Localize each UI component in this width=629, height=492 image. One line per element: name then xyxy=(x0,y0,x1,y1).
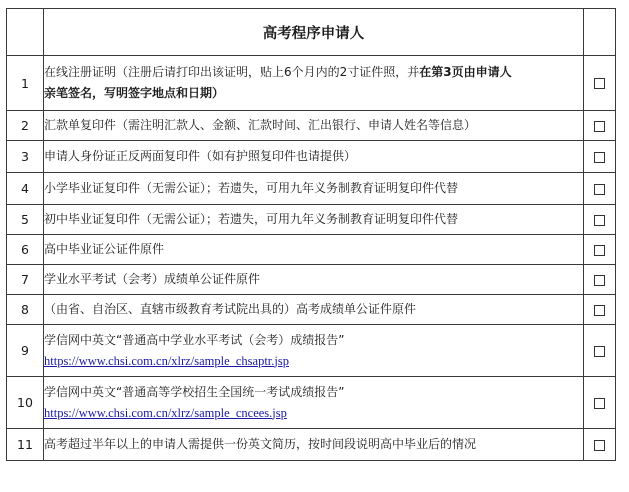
row-number: 2 xyxy=(7,111,44,141)
row-number: 11 xyxy=(7,429,44,461)
checkbox[interactable] xyxy=(594,121,605,132)
row-text-bold-line: 亲笔签名，写明签字地点和日期） xyxy=(44,86,225,100)
row-checkbox-cell xyxy=(584,265,616,295)
row-number: 4 xyxy=(7,173,44,205)
table-row xyxy=(7,56,616,111)
header-check-cell xyxy=(584,9,616,56)
row-text: 在线注册证明（注册后请打印出该证明，贴上6个月内的2寸证件照，并 xyxy=(44,65,420,79)
application-checklist-table xyxy=(6,8,616,461)
checkbox[interactable] xyxy=(594,346,605,357)
row-number: 8 xyxy=(7,295,44,325)
checkbox[interactable] xyxy=(594,184,605,195)
table-row xyxy=(7,265,616,295)
row-description xyxy=(44,325,584,377)
table-row xyxy=(7,295,616,325)
row-checkbox-cell xyxy=(584,377,616,429)
row-description xyxy=(44,377,584,429)
row-description: 初中毕业证复印件（无需公证）；若遗失，可用九年义务制教育证明复印件代替 xyxy=(44,205,584,235)
row-checkbox-cell xyxy=(584,141,616,173)
header-row xyxy=(7,9,616,56)
row-number: 7 xyxy=(7,265,44,295)
row-text: 学信网中英文“普通高中学业水平考试（会考）成绩报告” xyxy=(44,332,345,347)
table-title: 高考程序申请人 xyxy=(44,9,584,56)
table-row xyxy=(7,111,616,141)
row-number: 5 xyxy=(7,205,44,235)
row-description: 高中毕业证公证件原件 xyxy=(44,235,584,265)
row-number: 3 xyxy=(7,141,44,173)
row-checkbox-cell xyxy=(584,295,616,325)
checkbox[interactable] xyxy=(594,398,605,409)
table-row xyxy=(7,205,616,235)
row-text-bold: 在第3页由申请人 xyxy=(419,65,512,79)
row-description: 汇款单复印件（需注明汇款人、金额、汇款时间、汇出银行、申请人姓名等信息） xyxy=(44,111,584,141)
table-row xyxy=(7,325,616,377)
row-number: 1 xyxy=(7,56,44,111)
row-description: 高考超过半年以上的申请人需提供一份英文简历，按时间段说明高中毕业后的情况 xyxy=(44,429,584,461)
row-number: 9 xyxy=(7,325,44,377)
table-row xyxy=(7,173,616,205)
row-description: 学业水平考试（会考）成绩单公证件原件 xyxy=(44,265,584,295)
row-checkbox-cell xyxy=(584,205,616,235)
row-number: 6 xyxy=(7,235,44,265)
sample-link[interactable]: https://www.chsi.com.cn/xlrz/sample_chsaptr.jsp xyxy=(44,353,289,368)
checkbox[interactable] xyxy=(594,152,605,163)
table-row xyxy=(7,377,616,429)
table-row xyxy=(7,141,616,173)
row-description: 小学毕业证复印件（无需公证）；若遗失，可用九年义务制教育证明复印件代替 xyxy=(44,173,584,205)
row-checkbox-cell xyxy=(584,235,616,265)
row-checkbox-cell xyxy=(584,173,616,205)
row-checkbox-cell xyxy=(584,429,616,461)
checkbox[interactable] xyxy=(594,215,605,226)
checkbox[interactable] xyxy=(594,305,605,316)
row-checkbox-cell xyxy=(584,111,616,141)
row-number: 10 xyxy=(7,377,44,429)
row-description: （由省、自治区、直辖市级教育考试院出具的）高考成绩单公证件原件 xyxy=(44,295,584,325)
checkbox[interactable] xyxy=(594,78,605,89)
table-row xyxy=(7,429,616,461)
row-checkbox-cell xyxy=(584,325,616,377)
row-description xyxy=(44,56,584,111)
table-row xyxy=(7,235,616,265)
sample-link[interactable]: https://www.chsi.com.cn/xlrz/sample_cncees.jsp xyxy=(44,405,287,420)
checkbox[interactable] xyxy=(594,245,605,256)
header-number-cell xyxy=(7,9,44,56)
row-description: 申请人身份证正反两面复印件（如有护照复印件也请提供） xyxy=(44,141,584,173)
checkbox[interactable] xyxy=(594,440,605,451)
checkbox[interactable] xyxy=(594,275,605,286)
row-text-line xyxy=(44,62,583,83)
row-checkbox-cell xyxy=(584,56,616,111)
row-text: 学信网中英文“普通高等学校招生全国统一考试成绩报告” xyxy=(44,384,345,399)
